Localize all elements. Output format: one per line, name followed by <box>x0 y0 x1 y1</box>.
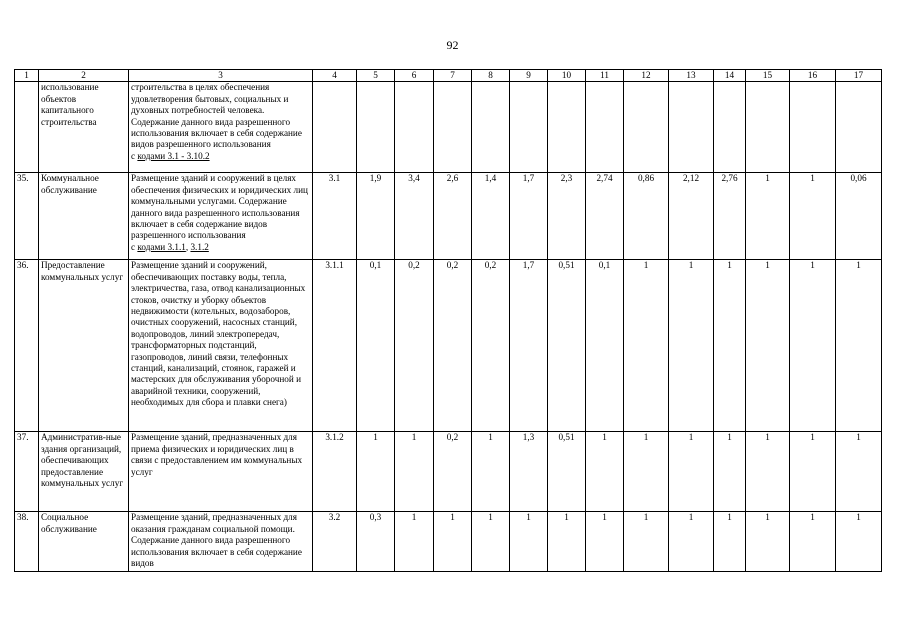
use-name: использование объектов капитального строительства <box>39 82 129 173</box>
value-cell: 1 <box>395 432 434 512</box>
value-cell <box>357 82 395 173</box>
use-name: Административ-ные здания организаций, обеспечивающих предоставление коммунальных услуг <box>39 432 129 512</box>
value-cell: 1 <box>624 260 669 432</box>
column-header: 6 <box>395 70 434 82</box>
value-cell: 1 <box>790 260 836 432</box>
code-reference-link[interactable]: кодами 3.1.1 <box>137 241 186 252</box>
value-cell: 0,2 <box>434 260 472 432</box>
value-cell: 1 <box>836 512 882 572</box>
value-cell: 0,1 <box>357 260 395 432</box>
table-row <box>15 512 882 572</box>
use-code <box>313 82 357 173</box>
value-cell: 1 <box>714 512 746 572</box>
description-text: Размещение зданий и сооружений в целях обеспечения физических и юридических лиц коммунальными услугами. Содержание данного вида разрешенного использования включает в себя содержание видов разрешенного использования <box>131 173 308 241</box>
description-text: Размещение зданий, предназначенных для приема физических и юридических лиц в связи с предоставлением им коммунальных услуг <box>131 432 303 477</box>
description-text: строительства в целях обеспечения удовлетворения бытовых, социальных и духовных потребностей человека. Содержание данного вида разрешенного использования включает в себя содержание видов разрешенного использования <box>131 82 302 150</box>
value-cell: 1 <box>624 432 669 512</box>
use-description <box>129 82 313 173</box>
value-cell: 0,2 <box>434 432 472 512</box>
table-row <box>15 173 882 260</box>
value-cell: 1 <box>472 432 510 512</box>
value-cell: 1 <box>746 512 790 572</box>
table-row <box>15 432 882 512</box>
value-cell: 1 <box>746 260 790 432</box>
row-number: 36. <box>15 260 39 432</box>
column-header: 13 <box>669 70 714 82</box>
description-text: Размещение зданий, предназначенных для оказания гражданам социальной помощи. Содержание данного вида разрешенного использования включает в себя содержание видов <box>131 512 302 569</box>
table-row <box>15 260 882 432</box>
value-cell: 1 <box>790 512 836 572</box>
column-header: 3 <box>129 70 313 82</box>
value-cell: 1 <box>669 432 714 512</box>
value-cell: 1 <box>836 432 882 512</box>
column-header: 11 <box>586 70 624 82</box>
use-code: 3.1 <box>313 173 357 260</box>
use-description <box>129 173 313 260</box>
column-header: 16 <box>790 70 836 82</box>
row-number: 38. <box>15 512 39 572</box>
value-cell: 1 <box>434 512 472 572</box>
use-description <box>129 260 313 432</box>
value-cell: 1 <box>586 512 624 572</box>
row-number: 37. <box>15 432 39 512</box>
value-cell <box>472 82 510 173</box>
description-text: Размещение зданий и сооружений, обеспечивающих поставку воды, тепла, электричества, газа, отвод канализационных стоков, очистку и уборку объектов недвижимости (котельных, водозаборов, очистных сооружений, насосных станций, водопроводов, линий электропередач, трансформаторных подстанций, газопроводов, линий связи, телефонных станций, канализаций, стоянок, гаражей и мастерских для обслуживания уборочной и аварийной техники, сооружений, необходимых для сбора и плавки снега) <box>131 260 306 408</box>
value-cell: 1 <box>790 173 836 260</box>
page-number: 92 <box>446 38 459 52</box>
value-cell <box>746 82 790 173</box>
value-cell: 2,74 <box>586 173 624 260</box>
use-code: 3.1.1 <box>313 260 357 432</box>
value-cell: 1,7 <box>510 260 548 432</box>
column-header: 5 <box>357 70 395 82</box>
use-description <box>129 512 313 572</box>
column-header: 12 <box>624 70 669 82</box>
value-cell: 1,3 <box>510 432 548 512</box>
column-header: 2 <box>39 70 129 82</box>
value-cell: 1 <box>669 512 714 572</box>
column-header: 8 <box>472 70 510 82</box>
code-reference-link[interactable]: 3.1.2 <box>190 241 209 252</box>
use-description <box>129 432 313 512</box>
column-header: 9 <box>510 70 548 82</box>
code-reference-link[interactable]: кодами 3.1 - 3.10.2 <box>137 150 210 161</box>
column-number-header <box>15 70 882 82</box>
value-cell: 0,51 <box>548 260 586 432</box>
value-cell <box>790 82 836 173</box>
value-cell: 1 <box>790 432 836 512</box>
value-cell: 0,1 <box>586 260 624 432</box>
value-cell: 2,6 <box>434 173 472 260</box>
value-cell: 3,4 <box>395 173 434 260</box>
column-header: 17 <box>836 70 882 82</box>
row-number: 35. <box>15 173 39 260</box>
value-cell: 0,2 <box>395 260 434 432</box>
value-cell: 1 <box>510 512 548 572</box>
value-cell: 1 <box>746 173 790 260</box>
land-use-table <box>14 69 882 572</box>
value-cell: 2,3 <box>548 173 586 260</box>
value-cell: 0,51 <box>548 432 586 512</box>
value-cell <box>836 82 882 173</box>
value-cell: 1 <box>624 512 669 572</box>
value-cell: 1 <box>669 260 714 432</box>
value-cell: 1 <box>586 432 624 512</box>
value-cell: 0,86 <box>624 173 669 260</box>
use-code: 3.1.2 <box>313 432 357 512</box>
column-header: 15 <box>746 70 790 82</box>
value-cell: 1 <box>395 512 434 572</box>
value-cell: 0,2 <box>472 260 510 432</box>
row-number <box>15 82 39 173</box>
value-cell: 1 <box>714 260 746 432</box>
value-cell: 1,9 <box>357 173 395 260</box>
value-cell <box>624 82 669 173</box>
value-cell: 1 <box>472 512 510 572</box>
value-cell <box>510 82 548 173</box>
value-cell: 1,7 <box>510 173 548 260</box>
description-separator: , <box>185 241 189 252</box>
value-cell: 2,76 <box>714 173 746 260</box>
column-header: 14 <box>714 70 746 82</box>
column-header: 7 <box>434 70 472 82</box>
description-prefix: с <box>131 150 136 161</box>
use-name: Предоставление коммунальных услуг <box>39 260 129 432</box>
use-code: 3.2 <box>313 512 357 572</box>
table-row <box>15 82 882 173</box>
value-cell: 1 <box>357 432 395 512</box>
value-cell <box>714 82 746 173</box>
value-cell <box>434 82 472 173</box>
use-name: Социальное обслуживание <box>39 512 129 572</box>
value-cell <box>395 82 434 173</box>
value-cell: 1 <box>836 260 882 432</box>
description-prefix: с <box>131 241 136 252</box>
value-cell <box>669 82 714 173</box>
use-name: Коммунальное обслуживание <box>39 173 129 260</box>
column-header: 1 <box>15 70 39 82</box>
value-cell: 1,4 <box>472 173 510 260</box>
value-cell: 1 <box>746 432 790 512</box>
column-header: 10 <box>548 70 586 82</box>
value-cell: 1 <box>548 512 586 572</box>
value-cell: 0,06 <box>836 173 882 260</box>
column-header: 4 <box>313 70 357 82</box>
value-cell: 0,3 <box>357 512 395 572</box>
value-cell <box>548 82 586 173</box>
value-cell: 2,12 <box>669 173 714 260</box>
value-cell: 1 <box>714 432 746 512</box>
value-cell <box>586 82 624 173</box>
